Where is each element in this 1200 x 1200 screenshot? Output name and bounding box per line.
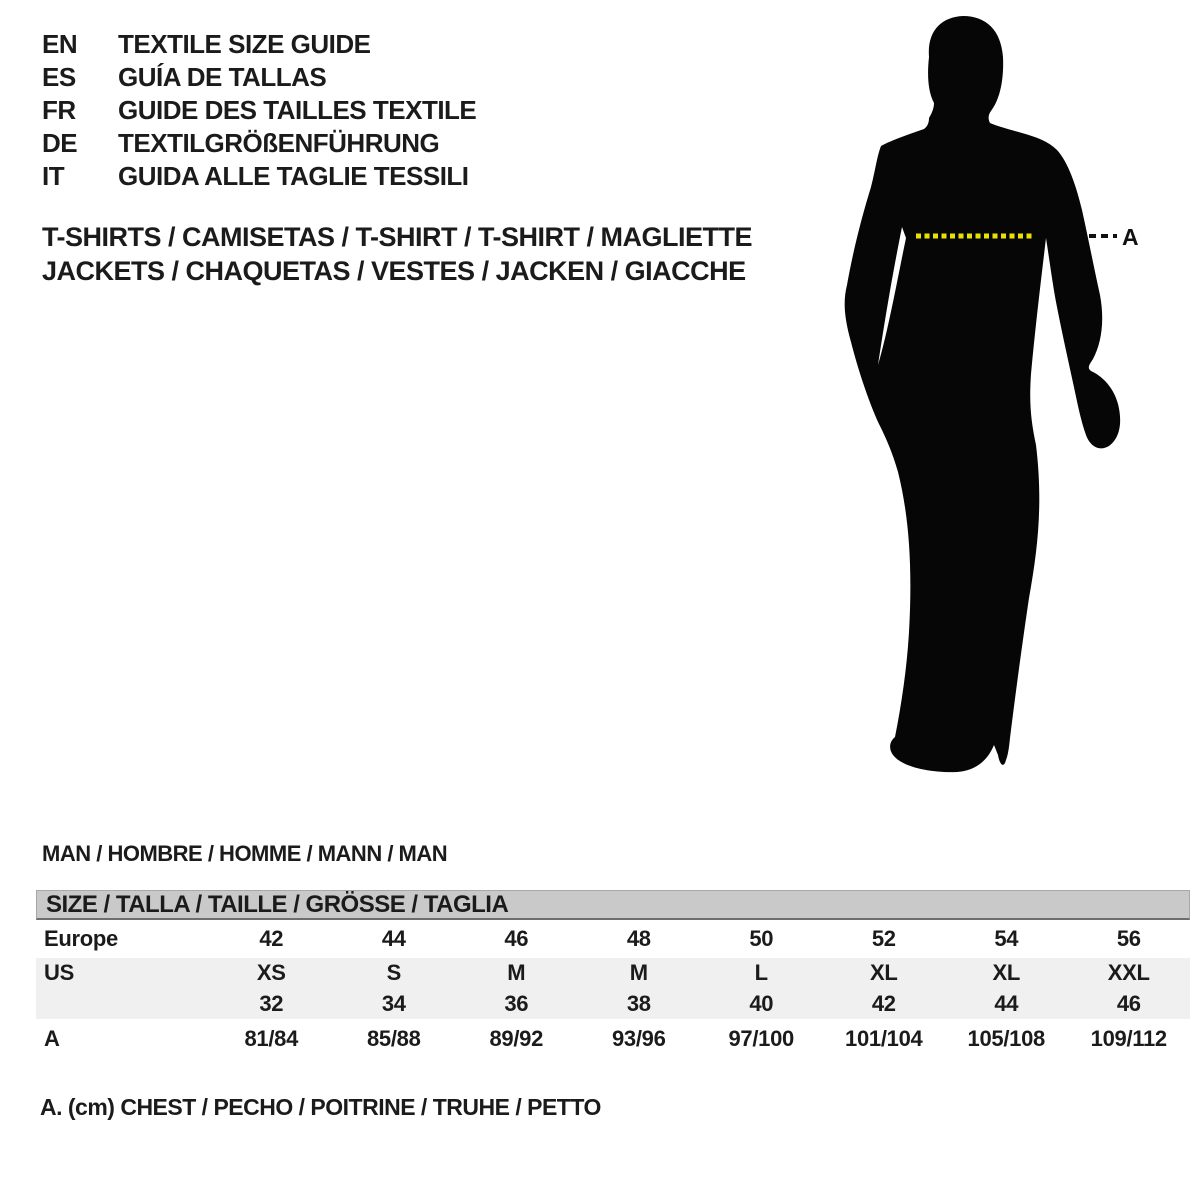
size-cell: 46 bbox=[504, 926, 529, 951]
size-cell: 101/104 bbox=[845, 1025, 923, 1051]
size-table-body bbox=[36, 920, 1190, 1058]
language-code: ES bbox=[42, 62, 76, 92]
size-cell: 42 bbox=[259, 926, 284, 951]
size-cell: L bbox=[754, 960, 768, 985]
size-table-row bbox=[36, 988, 1190, 1019]
size-cell: XL bbox=[992, 960, 1020, 985]
language-code: DE bbox=[42, 128, 78, 158]
size-cell: XS bbox=[256, 960, 286, 985]
language-title: TEXTILGRÖßENFÜHRUNG bbox=[118, 128, 440, 158]
size-cell: 38 bbox=[626, 990, 651, 1016]
size-row-label: Europe bbox=[44, 926, 118, 951]
language-row bbox=[42, 127, 476, 160]
measurement-label-a: A bbox=[1122, 224, 1139, 250]
size-cell: 97/100 bbox=[728, 1025, 794, 1051]
measurement-footnote: A. (cm) CHEST / PECHO / POITRINE / TRUHE / PETTO bbox=[40, 1094, 601, 1120]
size-cell: 34 bbox=[381, 990, 406, 1016]
size-cell: S bbox=[386, 960, 401, 985]
size-cell: 56 bbox=[1116, 926, 1141, 951]
size-cell: 40 bbox=[749, 990, 774, 1016]
product-line-jackets: JACKETS / CHAQUETAS / VESTES / JACKEN / GIACCHE bbox=[42, 256, 746, 286]
size-cell: XL bbox=[869, 960, 898, 985]
size-cell: 52 bbox=[871, 926, 896, 951]
size-cell: 54 bbox=[994, 926, 1019, 951]
language-code: EN bbox=[42, 29, 78, 59]
size-cell: 85/88 bbox=[366, 1025, 421, 1051]
size-row-label: A bbox=[44, 1025, 60, 1051]
size-cell: 48 bbox=[626, 926, 651, 951]
size-cell: 36 bbox=[504, 990, 529, 1016]
size-table-grid bbox=[36, 920, 1190, 1058]
language-row bbox=[42, 61, 476, 94]
size-cell: 89/92 bbox=[489, 1025, 544, 1051]
size-cell: 50 bbox=[749, 926, 774, 951]
size-table-row bbox=[36, 920, 1190, 958]
size-table bbox=[36, 890, 1190, 1058]
language-title: GUIDE DES TAILLES TEXTILE bbox=[118, 95, 477, 125]
size-cell: 81/84 bbox=[244, 1025, 299, 1051]
language-title: GUIDA ALLE TAGLIE TESSILI bbox=[118, 161, 469, 191]
size-row-label: US bbox=[44, 960, 74, 985]
man-silhouette bbox=[845, 16, 1120, 772]
size-cell: 42 bbox=[871, 990, 896, 1016]
size-table-row bbox=[36, 958, 1190, 988]
size-cell: 93/96 bbox=[611, 1025, 666, 1051]
product-types bbox=[42, 220, 752, 288]
size-row-label bbox=[36, 988, 210, 1019]
size-table-header: SIZE / TALLA / TAILLE / GRÖSSE / TAGLIA bbox=[36, 890, 1190, 920]
section-title-man: MAN / HOMBRE / HOMME / MANN / MAN bbox=[42, 841, 448, 866]
size-cell: 105/108 bbox=[967, 1025, 1045, 1051]
language-row bbox=[42, 28, 476, 61]
size-cell: 109/112 bbox=[1090, 1025, 1167, 1051]
size-cell: 44 bbox=[994, 990, 1019, 1016]
language-list bbox=[42, 28, 476, 193]
size-cell: 44 bbox=[381, 926, 406, 951]
size-cell: M bbox=[629, 960, 648, 985]
language-code: FR bbox=[42, 95, 76, 125]
language-title: TEXTILE SIZE GUIDE bbox=[118, 29, 371, 59]
language-title: GUÍA DE TALLAS bbox=[118, 62, 327, 92]
size-cell: 46 bbox=[1116, 990, 1141, 1016]
language-code: IT bbox=[42, 161, 65, 191]
size-table-row bbox=[36, 1019, 1190, 1058]
size-cell: XXL bbox=[1107, 960, 1150, 985]
product-line-tshirts: T-SHIRTS / CAMISETAS / T-SHIRT / T-SHIRT / MAGLIETTE bbox=[42, 222, 753, 252]
language-row bbox=[42, 94, 476, 127]
language-row bbox=[42, 160, 476, 193]
size-cell: 32 bbox=[259, 990, 284, 1016]
size-cell: M bbox=[507, 960, 526, 985]
